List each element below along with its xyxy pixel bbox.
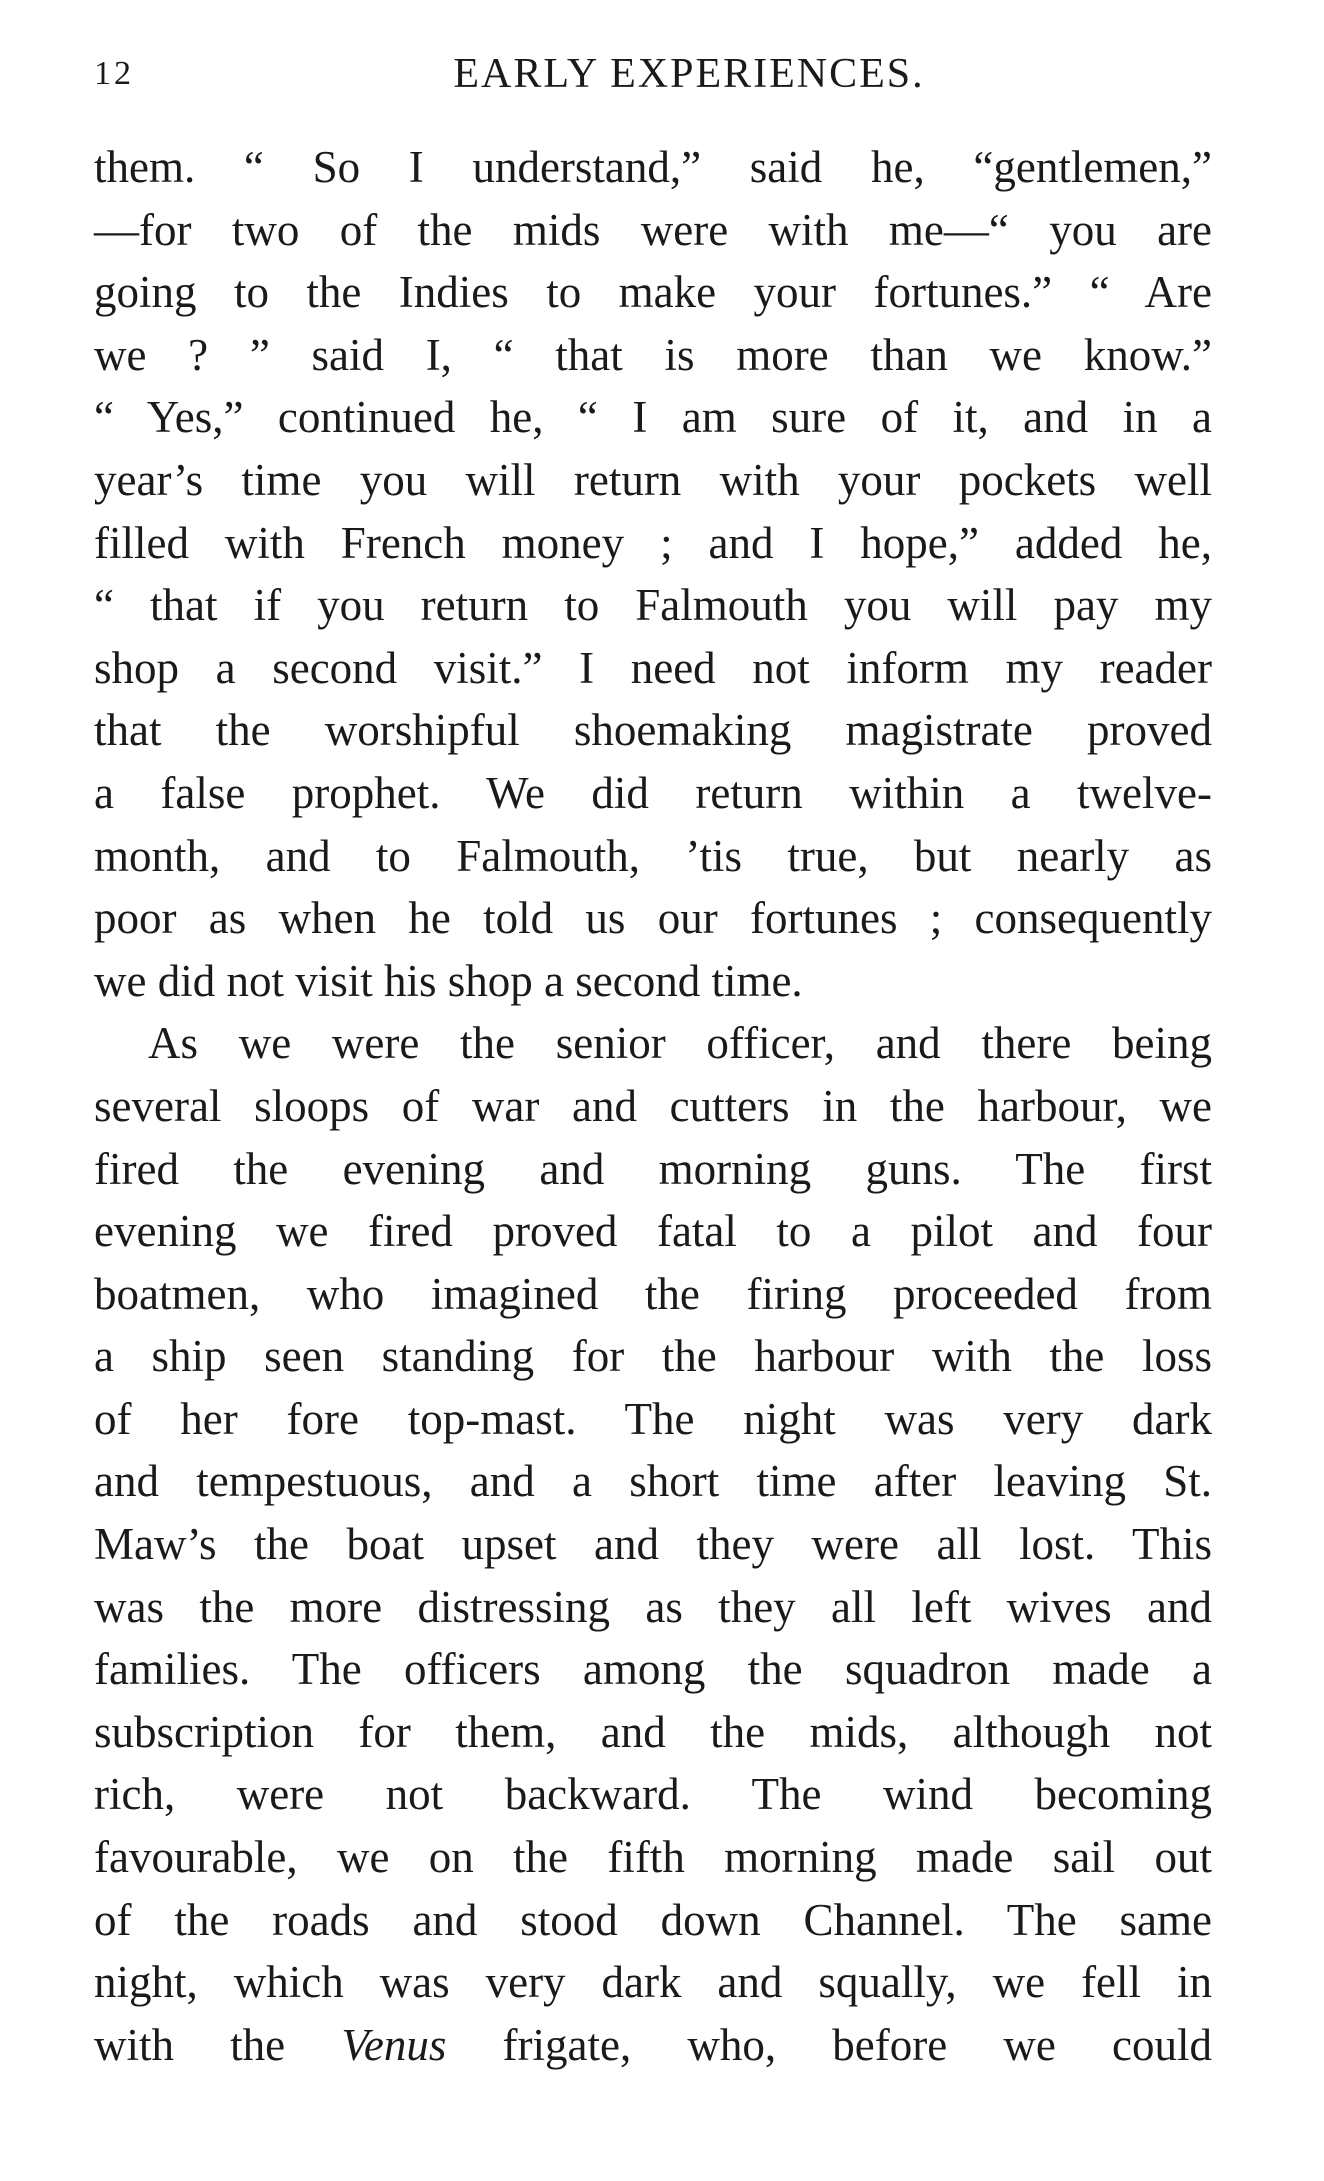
text-line: “ Yes,” continued he, “ I am sure of it, and in a: [94, 392, 1212, 443]
text-line: evening we fired proved fatal to a pilot and four: [94, 1206, 1212, 1257]
text-line: several sloops of war and cutters in the harbour, we: [94, 1080, 1212, 1131]
text-line: and tempestuous, and a short time after leaving St.: [94, 1456, 1212, 1507]
text-line: subscription for them, and the mids, although not: [94, 1706, 1212, 1757]
line-start-text: with the: [94, 2019, 286, 2070]
text-line: of the roads and stood down Channel. The same: [94, 1894, 1212, 1945]
text-line: Maw’s the boat upset and they were all lost. This: [94, 1519, 1212, 1570]
running-title: EARLY EXPERIENCES.: [453, 51, 925, 97]
text-line: that the worshipful shoemaking magistrate proved: [94, 705, 1212, 756]
text-line: night, which was very dark and squally, we fell in: [94, 1957, 1212, 2008]
text-line: year’s time you will return with your pockets well: [94, 454, 1212, 505]
text-line: families. The officers among the squadron made a: [94, 1644, 1212, 1695]
text-line: rich, were not backward. The wind becoming: [94, 1769, 1212, 1820]
text-line: poor as when he told us our fortunes ; consequently: [94, 893, 1212, 944]
text-line: them. “ So I understand,” said he, “gentlemen,”: [94, 142, 1212, 192]
running-head: [94, 44, 1224, 104]
body-text: [94, 136, 1212, 2076]
ship-name-italic: Venus: [341, 2019, 447, 2070]
text-line: —for two of the mids were with me—“ you are: [94, 204, 1212, 255]
page-number: 12: [94, 55, 134, 92]
text-line: boatmen, who imagined the firing proceeded from: [94, 1268, 1212, 1319]
text-line: shop a second visit.” I need not inform my reader: [94, 642, 1212, 693]
text-line: we ? ” said I, “ that is more than we know.”: [94, 329, 1212, 380]
text-line: fired the evening and morning guns. The first: [94, 1143, 1212, 1194]
text-line: “ that if you return to Falmouth you will pay my: [94, 580, 1212, 631]
text-line: a ship seen standing for the harbour with the loss: [94, 1331, 1212, 1382]
text-line: favourable, we on the fifth morning made sail out: [94, 1832, 1212, 1883]
text-line-final: [94, 2014, 1212, 2077]
text-line: filled with French money ; and I hope,” added he,: [94, 517, 1212, 568]
text-line: As we were the senior officer, and there being: [148, 1018, 1212, 1069]
text-line: we did not visit his shop a second time.: [94, 955, 803, 1006]
text-line: going to the Indies to make your fortunes.” “ Are: [94, 267, 1212, 318]
text-line: was the more distressing as they all left wives and: [94, 1581, 1212, 1632]
text-line: of her fore top-mast. The night was very dark: [94, 1393, 1212, 1444]
text-line: month, and to Falmouth, ’tis true, but nearly as: [94, 830, 1212, 881]
text-line: a false prophet. We did return within a twelve-: [94, 767, 1212, 818]
line-end-text: frigate, who, before we could: [502, 2019, 1213, 2070]
